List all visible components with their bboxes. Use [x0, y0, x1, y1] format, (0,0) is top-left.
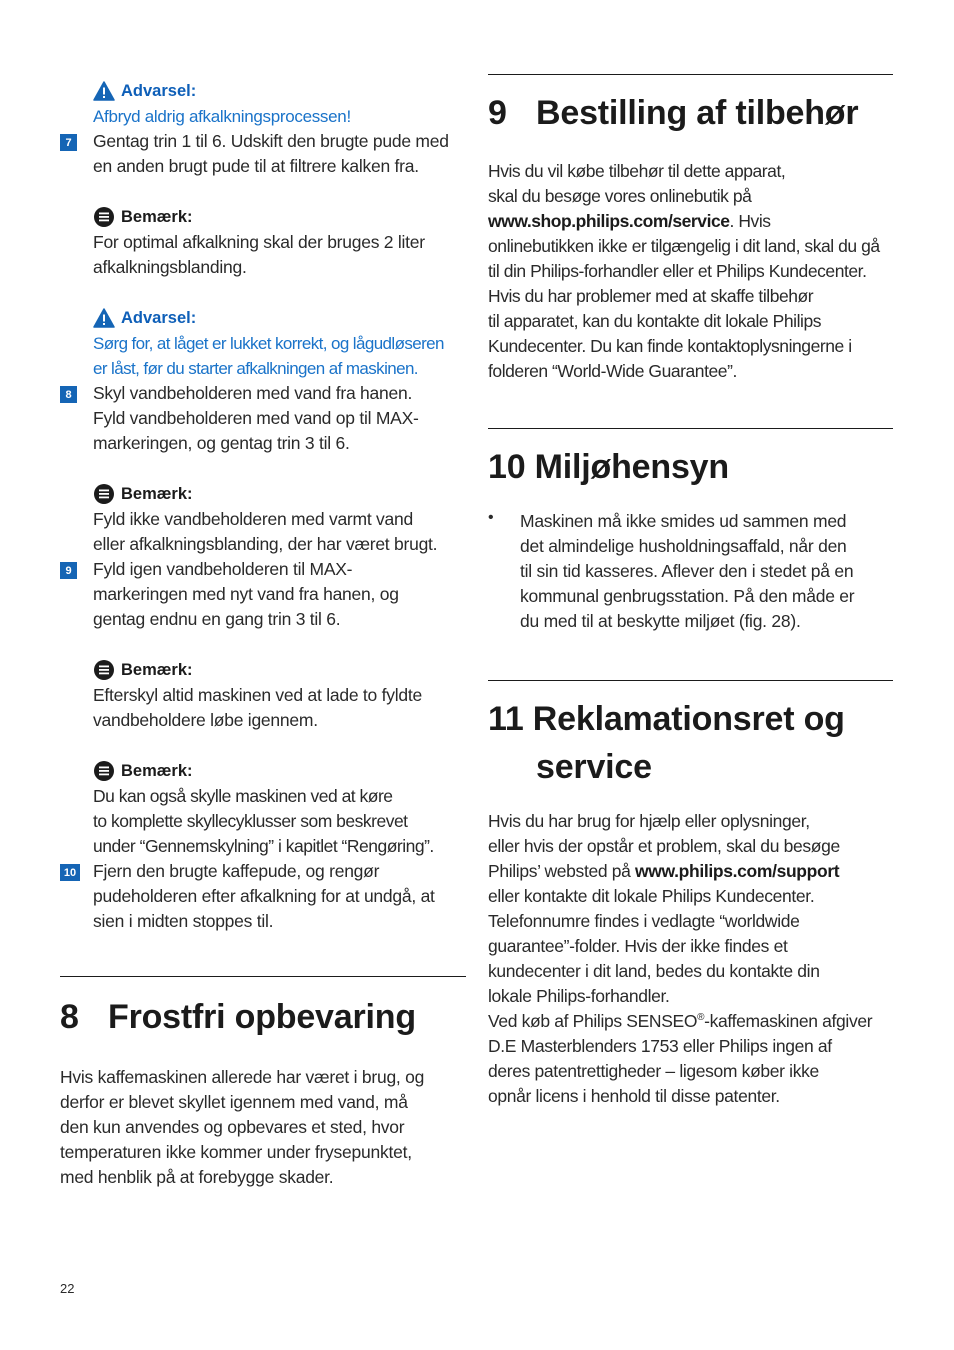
step-8: 8 Skyl vandbeholderen med vand fra hanen. Fyld vandbeholderen med vand op til MAX- markeringen, og gentag trin 3 til 6.: [60, 381, 466, 456]
warning-icon: [93, 81, 115, 101]
step-9: 9 Fyld igen vandbeholderen til MAX- markeringen med nyt vand fra hanen, og gentag endnu en gang trin 3 til 6.: [60, 557, 466, 632]
support-link[interactable]: www.philips.com/support: [635, 861, 840, 881]
step-number: 9: [60, 562, 77, 579]
warning-icon: [93, 308, 115, 328]
note-icon: [93, 659, 115, 681]
step-number: 7: [60, 134, 77, 151]
page-number: 22: [60, 1281, 75, 1296]
warning-label: Advarsel:: [121, 81, 197, 100]
step-number: 10: [60, 864, 80, 881]
section-heading-11: 11 Reklamationsret og service: [488, 700, 845, 786]
note-label: Bemærk:: [121, 484, 193, 503]
note-icon: [93, 206, 115, 228]
note-label: Bemærk:: [121, 207, 193, 226]
note-callout: Bemærk: For optimal afkalkning skal der bruges 2 liter afkalkningsblanding.: [93, 207, 425, 277]
section-11-body: Hvis du har brug for hjælp eller oplysninger, eller hvis der opstår et problem, skal du besøge Philips’ websted på www.philips.com/support eller kontakte dit lokale Philips Kundecenter. Telefonnumre findes i vedlagte “worldwide guarantee”-folder. Hvis der ikke findes et kundecenter i dit land, bedes du kontakte din lokale Philips-forhandler. Ved køb af Philips SENSEO®-kaffemaskinen afgiver D.E Masterblenders 1753 eller Philips ingen af deres patentrettigheder – ligesom køber ikke opnår licens i henhold til disse patenter.: [488, 811, 873, 1106]
left-column: [60, 78, 466, 1190]
note-callout: Bemærk: Efterskyl altid maskinen ved at lade to fyldte vandbeholdere løbe igennem.: [93, 660, 422, 730]
section-heading-8: 8 Frostfri opbevaring: [60, 998, 416, 1036]
step-7: 7 Gentag trin 1 til 6. Udskift den brugte pude med en anden brugt pude til at filtrere kalken fra.: [60, 129, 466, 179]
warning-label: Advarsel:: [121, 308, 197, 327]
step-10: 10 Fjern den brugte kaffepude, og rengør pudeholderen efter afkalkning for at undgå, at sien i midten stoppes til.: [60, 859, 466, 934]
note-icon: [93, 760, 115, 782]
step-number: 8: [60, 386, 77, 403]
list-item: • Maskinen må ikke smides ud sammen med det almindelige husholdningsaffald, når den til sin tid kasseres. Aflever den i stedet på en kommunal genbrugsstation. På den måde er du med til at beskytte miljøet (fig. 28).: [488, 509, 893, 634]
section-9-body: Hvis du vil købe tilbehør til dette apparat, skal du besøge vores onlinebutik på www.shop.philips.com/service. Hvis onlinebutikken ikke er tilgængelig i dit land, skal du gå til din Philips-forhandler eller et Philips Kundecenter. Hvis du har problemer med at skaffe tilbehør til apparatet, kan du kontakte dit lokale Philips Kundecenter. Du kan finde kontaktoplysningerne i folderen “World-Wide Guarantee”.: [488, 161, 880, 381]
note-callout: Bemærk: Fyld ikke vandbeholderen med varmt vand eller afkalkningsblanding, der har været brugt.: [93, 484, 438, 554]
shop-link[interactable]: www.shop.philips.com/service: [488, 211, 730, 231]
note-label: Bemærk:: [121, 761, 193, 780]
note-callout: Bemærk: Du kan også skylle maskinen ved at køre to komplette skyllecyklusser som beskrevet under “Gennemskylning” i kapitlet “Rengøring”.: [93, 761, 434, 856]
note-label: Bemærk:: [121, 660, 193, 679]
section-8-body: Hvis kaffemaskinen allerede har været i brug, og derfor er blevet skyllet igennem med vand, må den kun anvendes og opbevares et sted, hvor temperaturen ikke kommer under frysepunktet, med henblik på at forebygge skader.: [60, 1067, 425, 1187]
warning-callout: Advarsel: Sørg for, at låget er lukket korrekt, og lågudløseren er låst, før du starter afkalkningen af maskinen.: [93, 308, 444, 378]
note-icon: [93, 483, 115, 505]
bullet-icon: •: [488, 509, 494, 526]
section-heading-10: 10 Miljøhensyn: [488, 448, 729, 486]
section-heading-9: 9 Bestilling af tilbehør: [488, 94, 859, 132]
right-column: [488, 74, 893, 1109]
warning-text: Afbryd aldrig afkalkningsprocessen!: [93, 107, 351, 126]
warning-callout: [93, 78, 466, 129]
